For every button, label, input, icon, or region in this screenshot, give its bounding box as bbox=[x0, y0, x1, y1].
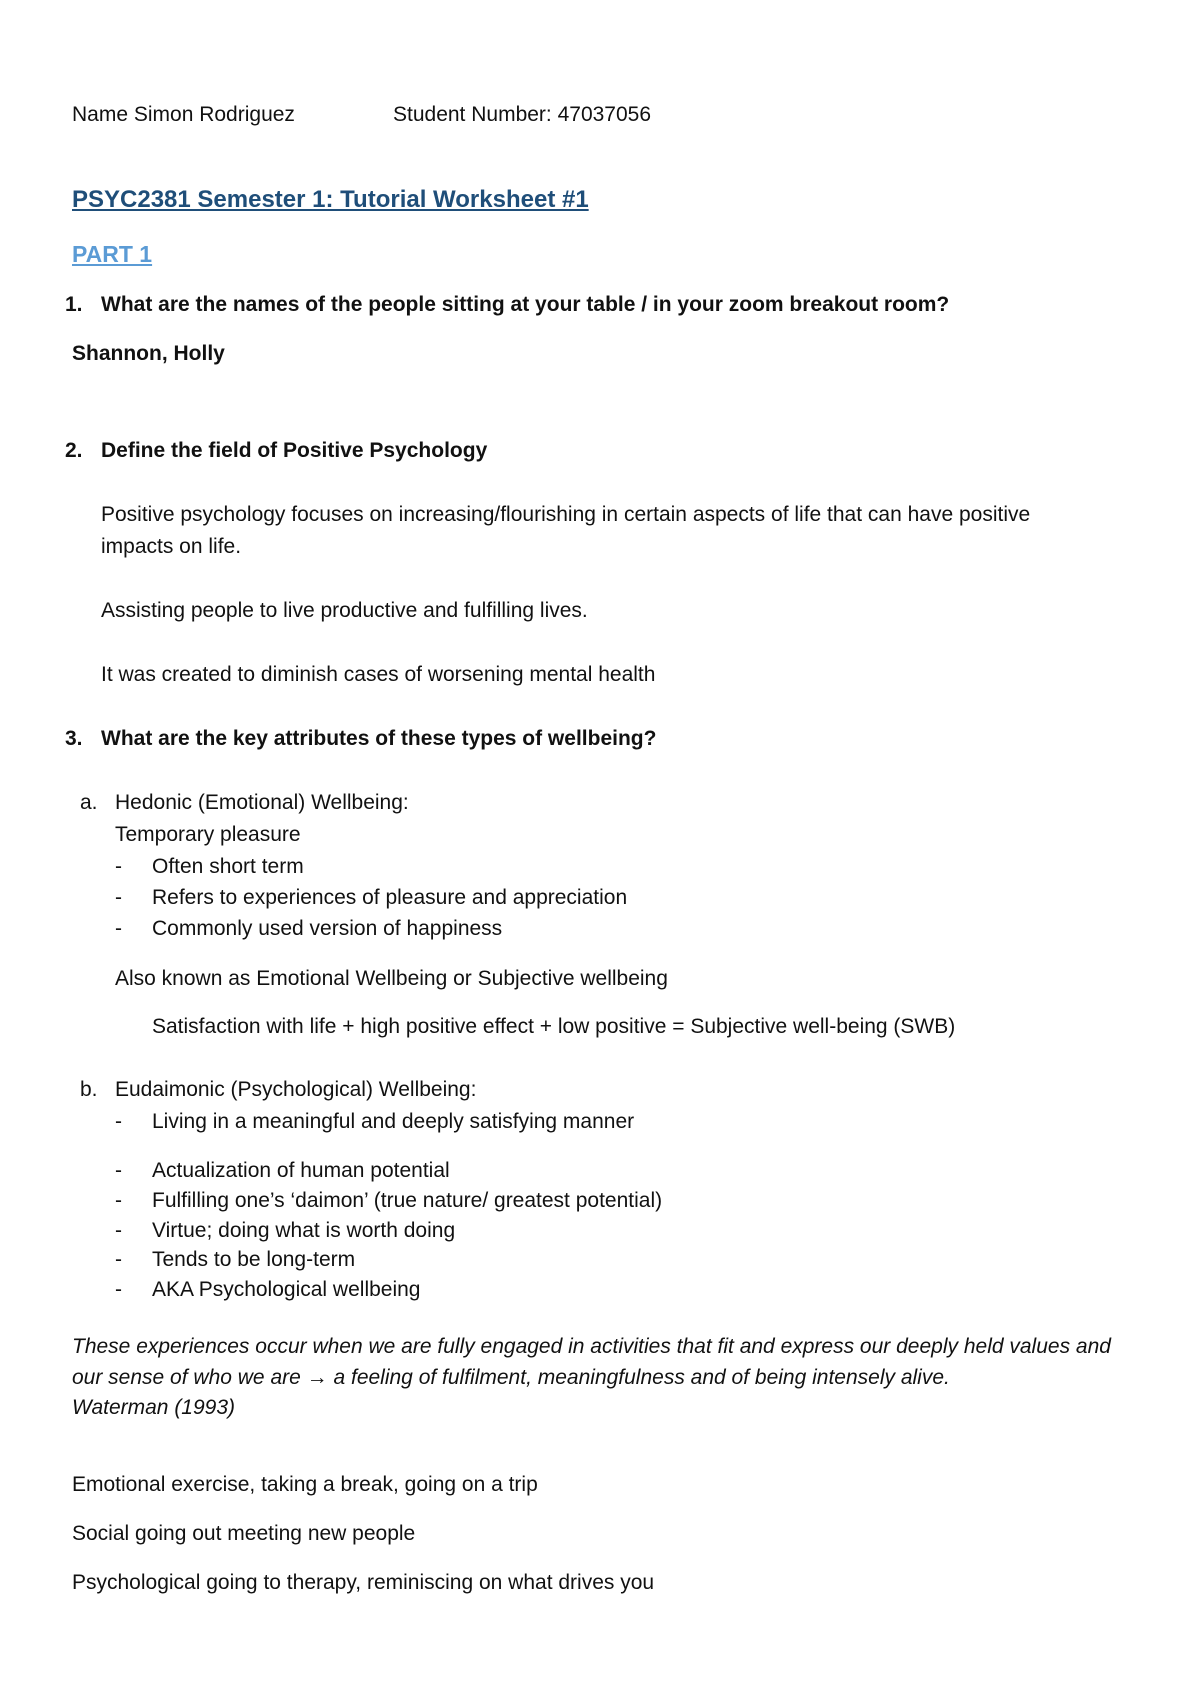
question-2-text: Define the field of Positive Psychology bbox=[101, 439, 488, 462]
bullet-dash: - bbox=[115, 1278, 122, 1301]
hedonic-heading: Hedonic (Emotional) Wellbeing: bbox=[115, 791, 409, 814]
eudaimonic-bullet: Living in a meaningful and deeply satisfying manner bbox=[152, 1110, 635, 1133]
question-1-number: 1. bbox=[65, 293, 83, 316]
eudaimonic-heading: Eudaimonic (Psychological) Wellbeing: bbox=[115, 1078, 477, 1101]
hedonic-bullet: Often short term bbox=[152, 855, 304, 878]
quote-line1: These experiences occur when we are fully engaged in activities that fit and express our deeply held values and bbox=[72, 1335, 1111, 1358]
bullet-dash: - bbox=[115, 886, 122, 909]
bullet-dash: - bbox=[115, 1219, 122, 1242]
question-2-answer-line1: Positive psychology focuses on increasing/flourishing in certain aspects of life that can have positive bbox=[101, 503, 1031, 526]
bullet-dash: - bbox=[115, 1110, 122, 1133]
eudaimonic-bullet: Tends to be long-term bbox=[152, 1248, 356, 1271]
student-number: Student Number: 47037056 bbox=[393, 103, 652, 126]
part-heading: PART 1 bbox=[72, 241, 153, 267]
example-psychological: Psychological going to therapy, reminiscing on what drives you bbox=[72, 1571, 655, 1594]
eudaimonic-bullet: Actualization of human potential bbox=[152, 1159, 450, 1182]
question-2-answer-para2: Assisting people to live productive and fulfilling lives. bbox=[101, 599, 588, 622]
bullet-dash: - bbox=[115, 1189, 122, 1212]
question-2-answer-line2: impacts on life. bbox=[101, 535, 242, 558]
quote-line2: our sense of who we are → a feeling of fulfilment, meaningfulness and of being intensely alive. bbox=[72, 1366, 950, 1389]
example-emotional: Emotional exercise, taking a break, going on a trip bbox=[72, 1473, 538, 1496]
question-3-number: 3. bbox=[65, 727, 83, 750]
item-b-letter: b. bbox=[80, 1078, 98, 1101]
worksheet-title: PSYC2381 Semester 1: Tutorial Worksheet #1 bbox=[72, 186, 589, 213]
question-2-number: 2. bbox=[65, 439, 83, 462]
swb-formula: Satisfaction with life + high positive effect + low positive = Subjective well-being (SWB) bbox=[152, 1015, 956, 1038]
hedonic-subheading: Temporary pleasure bbox=[115, 823, 301, 846]
eudaimonic-bullet: AKA Psychological wellbeing bbox=[152, 1278, 421, 1301]
eudaimonic-bullet: Fulfilling one’s ‘daimon’ (true nature/ greatest potential) bbox=[152, 1189, 663, 1212]
hedonic-bullet: Commonly used version of happiness bbox=[152, 917, 503, 940]
hedonic-bullet: Refers to experiences of pleasure and appreciation bbox=[152, 886, 628, 909]
bullet-dash: - bbox=[115, 1159, 122, 1182]
question-1-text: What are the names of the people sitting at your table / in your zoom breakout room? bbox=[101, 293, 950, 316]
example-social: Social going out meeting new people bbox=[72, 1522, 416, 1545]
bullet-dash: - bbox=[115, 1248, 122, 1271]
question-3-text: What are the key attributes of these types of wellbeing? bbox=[101, 727, 657, 750]
bullet-dash: - bbox=[115, 855, 122, 878]
eudaimonic-bullet: Virtue; doing what is worth doing bbox=[152, 1219, 456, 1242]
hedonic-aka: Also known as Emotional Wellbeing or Subjective wellbeing bbox=[115, 967, 668, 990]
quote-citation: Waterman (1993) bbox=[72, 1396, 236, 1419]
question-1-answer: Shannon, Holly bbox=[72, 342, 225, 365]
question-2-answer-para3: It was created to diminish cases of worsening mental health bbox=[101, 663, 656, 686]
student-name: Name Simon Rodriguez bbox=[72, 103, 295, 126]
bullet-dash: - bbox=[115, 917, 122, 940]
item-a-letter: a. bbox=[80, 791, 98, 814]
